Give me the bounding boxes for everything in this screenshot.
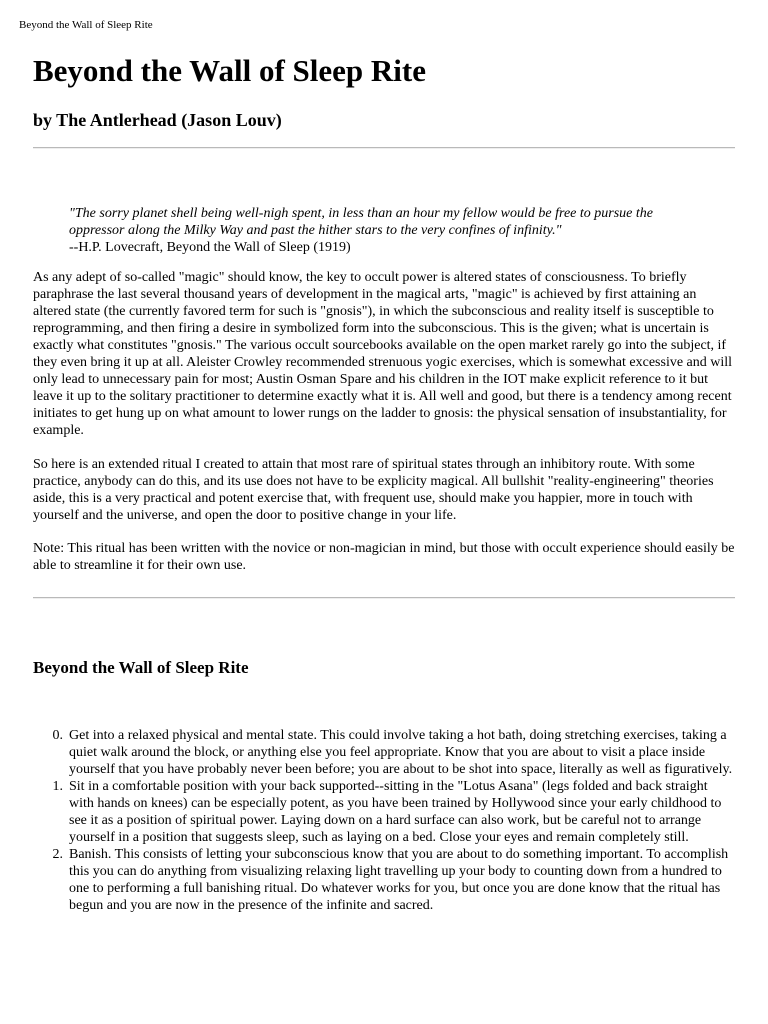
- divider-top: [33, 147, 735, 149]
- step-number: 0.: [52, 728, 63, 743]
- intro-paragraph: As any adept of so-called "magic" should know, the key to occult power is altered states of consciousness. To briefly paraphrase the last several thousand years of development in the magical arts, "magic" is achieved by first attaining an altered state (the currently favored term for such is "gnosis"), in which the subconscious and reality itself is susceptible to reprogramming, and then firing a desire in symbolized form into the subconscious. This is the given; what is uncertain is exactly what constitutes "gnosis." The various occult sourcebooks available on the open market rarely go into the subject, if they even bring it up at all. Aleister Crowley recommended strenuous yogic exercises, which is somewhat excessive and will only lead to unnecessary pain for most; Austin Osman Spare and his children in the IOT make explicit reference to it but leave it up to the solitary practitioner to determine exactly what it is. All well and good, but there is a tendency among recent initiates to get hung up on what amount to lower rungs on the ladder to gnosis: the physical sensation of insubstantiality, for example.: [33, 270, 733, 438]
- step-number: 1.: [52, 779, 63, 794]
- list-item: [33, 778, 735, 846]
- divider-section: [33, 597, 735, 599]
- step-number: 2.: [52, 847, 63, 862]
- page-title: Beyond the Wall of Sleep Rite: [33, 53, 426, 88]
- list-item: [33, 727, 735, 778]
- author-byline: by The Antlerhead (Jason Louv): [33, 110, 282, 130]
- epigraph: [69, 205, 709, 256]
- step-text: Sit in a comfortable position with your back supported--sitting in the "Lotus Asana" (legs folded and back straight with hands on knees) can be especially potent, as you have been trained by Hollywood since your early childhood to see it as a position of spiritual power. Laying down on a hard surface can also work, but be careful not to arrange yourself in a position that suggests sleep, such as laying on a bed. Close your eyes and remain completely still.: [69, 779, 722, 845]
- epigraph-quote: "The sorry planet shell being well-nigh spent, in less than an hour my fellow would be free to pursue the oppressor along the Milky Way and past the hither stars to the very confines of infinity.": [69, 206, 653, 238]
- step-text: Banish. This consists of letting your subconscious know that you are about to do something important. To accomplish this you can do anything from visualizing relaxing light travelling up your body to counting down from a hundred to one to performing a full banishing ritual. Do whatever works for you, but once you are done know that the ritual has begun and you are now in the presence of the infinite and sacred.: [69, 847, 729, 913]
- ritual-steps-list: [33, 727, 735, 914]
- list-item: [33, 846, 735, 914]
- note-paragraph: Note: This ritual has been written with the novice or non-magician in mind, but those with occult experience should easily be able to streamline it for their own use.: [33, 541, 735, 573]
- epigraph-attribution: --H.P. Lovecraft, Beyond the Wall of Sleep (1919): [69, 240, 351, 255]
- running-header: Beyond the Wall of Sleep Rite: [19, 19, 153, 31]
- step-text: Get into a relaxed physical and mental state. This could involve taking a hot bath, doing stretching exercises, taking a quiet walk around the block, or anything else you feel appropriate. Know that you are about to visit a place inside yourself that you have probably never been before; you are about to be shot into space, literally as well as figuratively.: [69, 728, 733, 777]
- section-title: Beyond the Wall of Sleep Rite: [33, 658, 249, 677]
- ritual-intro-paragraph: So here is an extended ritual I created to attain that most rare of spiritual states through an inhibitory route. With some practice, anybody can do this, and its use does not have to be explicity magical. All bullshit "reality-engineering" theories aside, this is a very practical and potent exercise that, with frequent use, should make you happier, more in touch with yourself and the universe, and open the door to positive change in your life.: [33, 457, 714, 523]
